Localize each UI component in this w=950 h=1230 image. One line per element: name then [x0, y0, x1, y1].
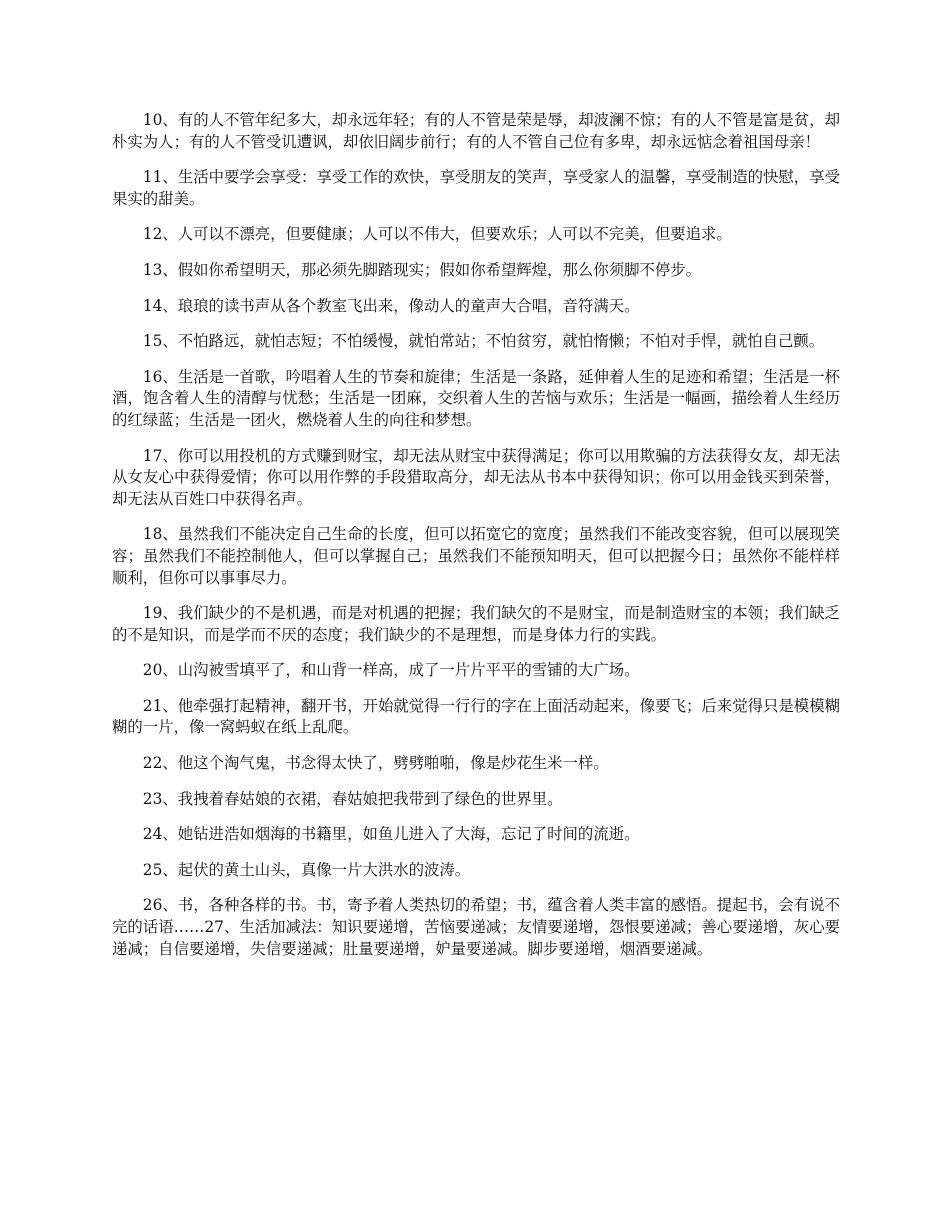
- paragraph-15: 15、不怕路远，就怕志短；不怕缓慢，就怕常站；不怕贫穷，就怕惰懒；不怕对手悍，就怕自己颤。: [142, 332, 825, 351]
- paragraph-21: 21、他牵强打起精神，翻开书，开始就觉得一行行的字在上面活动起来，像要飞；后来觉得只是模模糊糊的一片，像一窝蚂蚁在纸上乱爬。: [112, 696, 840, 737]
- paragraph-12: 12、人可以不漂亮，但要健康；人可以不伟大，但要欢乐；人可以不完美，但要追求。: [142, 225, 732, 244]
- paragraph-24: 24、她钻进浩如烟海的书籍里，如鱼儿进入了大海，忘记了时间的流逝。: [142, 825, 640, 844]
- paragraph-13: 13、假如你希望明天，那必须先脚踏现实；假如你希望辉煌，那么你须脚不停步。: [142, 260, 702, 279]
- paragraph-14: 14、琅琅的读书声从各个教室飞出来，像动人的童声大合唱，音符满天。: [142, 296, 640, 315]
- paragraph-25: 25、起伏的黄土山头，真像一片大洪水的波涛。: [142, 860, 471, 879]
- paragraph-23: 23、我拽着春姑娘的衣裙，春姑娘把我带到了绿色的世界里。: [142, 789, 563, 808]
- paragraph-22: 22、他这个淘气鬼，书念得太快了，劈劈啪啪，像是炒花生米一样。: [142, 754, 609, 773]
- paragraph-16: 16、生活是一首歌，吟唱着人生的节奏和旋律；生活是一条路，延伸着人生的足迹和希望；生活是一杯酒，饱含着人生的清醇与忧愁；生活是一团麻，交织着人生的苦恼与欢乐；生活是一幅画，描绘着人生经历的红绿蓝；生活是一团火，燃烧着人生的向往和梦想。: [112, 367, 840, 429]
- paragraph-10: 10、有的人不管年纪多大，却永远年轻；有的人不管是荣是辱，却波澜不惊；有的人不管是富是贫，却朴实为人；有的人不管受讥遭讽，却依旧阔步前行；有的人不管自己位有多卑，却永远惦念着祖国母亲！: [112, 111, 840, 151]
- paragraph-20: 20、山沟被雪填平了，和山背一样高，成了一片片平平的雪铺的大广场。: [142, 661, 640, 680]
- paragraph-26-27: 26、书，各种各样的书。书，寄予着人类热切的希望；书，蕴含着人类丰富的感悟。提起书，会有说不完的话语……27、生活加减法：知识要递增，苦恼要递减；友情要递增，怨恨要递减；善心要递增，灰心要递减；自信要递增，失信要递减；肚量要递增，妒量要递减。脚步要递增，烟酒要递减。: [112, 896, 840, 958]
- paragraph-11: 11、生活中要学会享受：享受工作的欢快，享受朋友的笑声，享受家人的温馨，享受制造的快慰，享受果实的甜美。: [112, 168, 840, 208]
- paragraph-18: 18、虽然我们不能决定自己生命的长度，但可以拓宽它的宽度；虽然我们不能改变容貌，但可以展现笑容；虽然我们不能控制他人，但可以掌握自己；虽然我们不能预知明天，但可以把握今日；虽然你不能样样顺利，但你可以事事尽力。: [112, 525, 840, 587]
- document-body: [112, 110, 840, 974]
- paragraph-17: 17、你可以用投机的方式赚到财宝，却无法从财宝中获得满足；你可以用欺骗的方法获得女友，却无法从女友心中获得爱情；你可以用作弊的手段猎取高分，却无法从书本中获得知识；你可以用金钱买到荣誉，却无法从百姓口中获得名声。: [112, 446, 840, 508]
- paragraph-19: 19、我们缺少的不是机遇，而是对机遇的把握；我们缺欠的不是财宝，而是制造财宝的本领；我们缺乏的不是知识，而是学而不厌的态度；我们缺少的不是理想，而是身体力行的实践。: [112, 604, 840, 644]
